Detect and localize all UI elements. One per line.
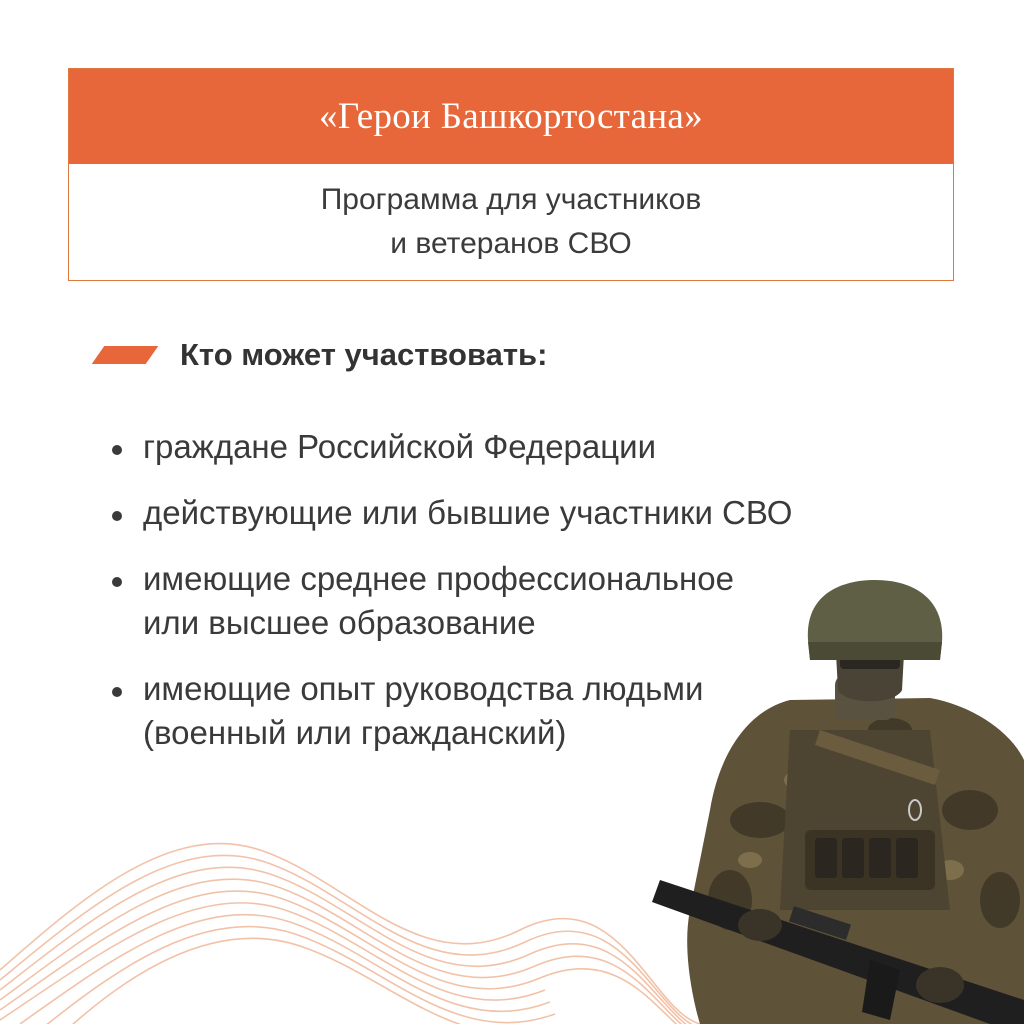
list-item (108, 425, 868, 469)
program-card-header (69, 69, 953, 164)
bullet-dot-icon (112, 445, 122, 455)
parallelogram-marker-icon (92, 346, 159, 364)
program-card-body (69, 164, 953, 280)
list-item-text-continued: или высшее образование (143, 604, 536, 641)
list-item-text: граждане Российской Федерации (143, 428, 657, 465)
bullet-dot-icon (112, 577, 122, 587)
program-title: «Герои Башкортостана» (319, 96, 703, 137)
program-card (68, 68, 954, 281)
list-item-text: имеющие среднее профессиональное (143, 560, 734, 597)
section-title: Кто может участвовать: (180, 337, 548, 372)
bullet-dot-icon (112, 687, 122, 697)
section-heading (90, 330, 547, 380)
program-subtitle-line1: Программа для участников (320, 183, 702, 216)
list-item-text-continued: (военный или гражданский) (143, 714, 567, 751)
list-item-text: имеющие опыт руководства людьми (143, 670, 704, 707)
list-item (108, 491, 868, 535)
program-subtitle-line2: и ветеранов СВО (390, 227, 632, 260)
bullet-dot-icon (112, 511, 122, 521)
soldier-photo (640, 580, 1024, 1024)
list-item-text: действующие или бывшие участники СВО (143, 494, 793, 531)
